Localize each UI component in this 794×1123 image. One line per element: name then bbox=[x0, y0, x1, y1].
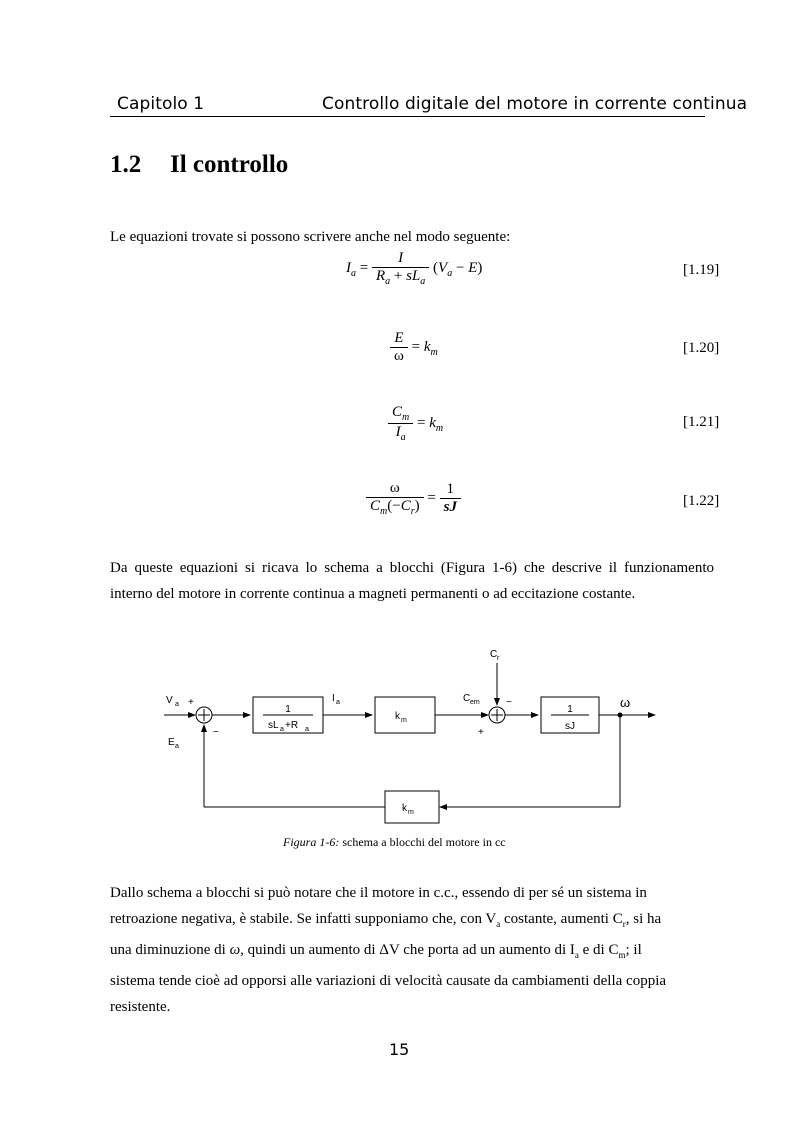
figure-caption: Figura 1-6: schema a blocchi del motore in cc bbox=[283, 835, 506, 849]
equation-number: [1.22] bbox=[683, 493, 720, 509]
equation-number: [1.20] bbox=[683, 340, 720, 356]
equation-1-19: $I_a$ = $\frac{I}{R_a + sL_a}$ $(V_a - E)$ bbox=[346, 250, 483, 287]
block-diagram bbox=[150, 635, 670, 835]
label-cr: C bbox=[490, 649, 498, 660]
svg-text:a: a bbox=[305, 726, 309, 733]
label-ea: E bbox=[168, 737, 175, 748]
svg-text:a: a bbox=[280, 726, 284, 733]
equation-1-21: $\frac{C_m}{I_a}$ = $k_m$ bbox=[388, 404, 443, 443]
section-title: Il controllo bbox=[170, 151, 289, 178]
block3-den: sJ bbox=[565, 721, 575, 732]
block1-num: 1 bbox=[285, 704, 291, 715]
section-number: 1.2 bbox=[110, 151, 142, 178]
svg-text:a: a bbox=[336, 699, 340, 706]
intro-paragraph: Le equazioni trovate si possono scrivere anche nel modo seguente: bbox=[110, 229, 511, 245]
description-paragraph: Da queste equazioni si ricava lo schema a blocchi (Figura 1-6) che descrive il funzionamento interno del motore in corrente continua a magneti permanenti o ad eccitazione costante. bbox=[110, 560, 714, 602]
header-rule bbox=[110, 116, 705, 117]
page-number: 15 bbox=[389, 1040, 410, 1059]
chapter-title: Controllo digitale del motore in corrente continua bbox=[322, 94, 748, 114]
equation-number: [1.21] bbox=[683, 414, 720, 430]
svg-text:m: m bbox=[401, 717, 407, 724]
minus-sign: − bbox=[506, 697, 512, 708]
plus-sign: + bbox=[188, 697, 194, 708]
label-ea-sub: a bbox=[175, 743, 179, 750]
label-ia: I bbox=[332, 693, 335, 704]
equation-1-20: $\frac{E}{\omega}$ = $k_m$ bbox=[390, 330, 438, 365]
block1-den: sL bbox=[268, 720, 279, 731]
equation-1-22: $\frac{\omega}{C_m(-C_r)}$ = $\frac{1}{sJ}$ bbox=[366, 480, 461, 517]
analysis-paragraph: Dallo schema a blocchi si può notare che il motore in c.c., essendo di per sé un sistema in retroazione negativa, è stabile. Se infatti supponiamo che, con $V_a$ costante, aumenti $C_r$, si ha una diminuzione di ω, quindi un aumento di ΔV che porta ad un aumento di $I_a$ e di $C_m$; il sistema tende cioè ad opporsi alle variazioni di velocità causate da cambiamenti della coppia resistente. bbox=[110, 885, 667, 1015]
equation-number: [1.19] bbox=[683, 262, 720, 278]
label-omega: ω bbox=[620, 695, 631, 710]
block4-label: k bbox=[402, 803, 407, 814]
chapter-label: Capitolo 1 bbox=[117, 94, 205, 114]
block3-num: 1 bbox=[567, 704, 573, 715]
minus-sign: − bbox=[213, 727, 219, 738]
block2-label: k bbox=[395, 711, 400, 722]
label-va-sub: a bbox=[175, 701, 179, 708]
svg-text:r: r bbox=[497, 655, 500, 662]
svg-text:m: m bbox=[408, 809, 414, 816]
label-cem: C bbox=[463, 693, 471, 704]
label-va: V bbox=[166, 695, 173, 706]
block1-den2: +R bbox=[285, 720, 299, 731]
plus-sign: + bbox=[478, 727, 484, 738]
svg-text:em: em bbox=[470, 699, 480, 706]
